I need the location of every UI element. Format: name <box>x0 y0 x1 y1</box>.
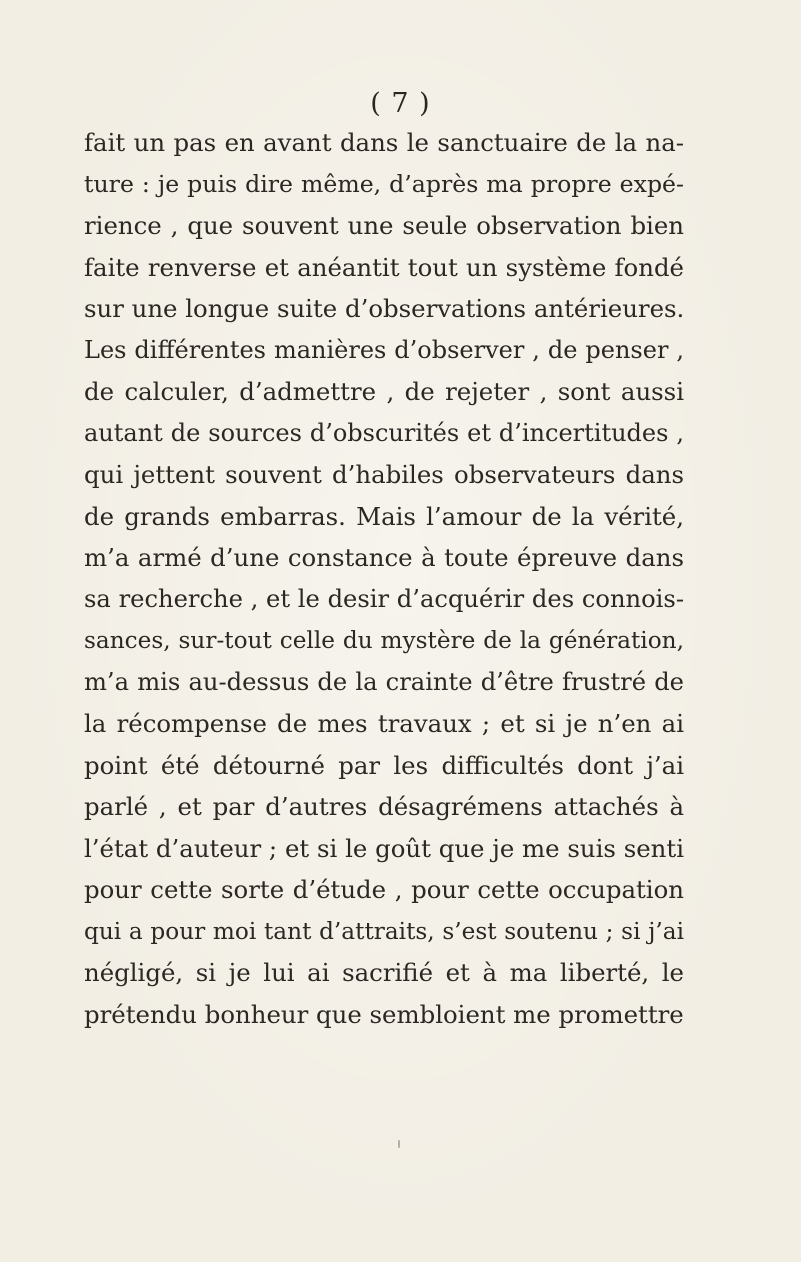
text-line-2: ture : je puis dire même, d’après ma propre expé- <box>84 169 684 198</box>
text-line-5: sur une longue suite d’observations antérieures. <box>84 294 685 323</box>
text-line-17: parlé , et par d’autres désagrémens attachés à <box>84 792 684 821</box>
page-number: ( 7 ) <box>370 88 431 119</box>
text-line-20: qui a pour moi tant d’attraits, s’est soutenu ; si j’ai <box>84 917 684 945</box>
text-line-4: faite renverse et anéantit tout un système fondé <box>84 252 684 282</box>
text-line-22: prétendu bonheur que sembloient me promettre <box>84 999 684 1029</box>
text-line-19: pour cette sorte d’étude , pour cette occupation <box>84 875 684 904</box>
text-line-1: fait un pas en avant dans le sanctuaire de la na- <box>84 128 684 157</box>
text-line-3: rience , que souvent une seule observation bien <box>84 211 684 240</box>
text-line-10: de grands embarras. Mais l’amour de la vérité, <box>84 501 684 531</box>
text-line-14: m’a mis au-dessus de la crainte d’être frustré de <box>84 667 684 696</box>
text-line-21: négligé, si je lui ai sacrifié et à ma liberté, le <box>84 958 684 987</box>
paper-speck <box>398 1140 400 1148</box>
text-line-9: qui jettent souvent d’habiles observateurs dans <box>84 460 684 489</box>
body-text <box>84 122 684 1035</box>
text-line-18: l’état d’auteur ; et si le goût que je me suis senti <box>84 833 684 863</box>
text-line-13: sances, sur-tout celle du mystère de la génération, <box>84 627 684 654</box>
text-line-8: autant de sources d’obscurités et d’incertitudes , <box>84 418 684 447</box>
text-line-11: m’a armé d’une constance à toute épreuve dans <box>84 543 684 572</box>
text-line-7: de calculer, d’admettre , de rejeter , sont aussi <box>84 377 684 406</box>
text-line-6: Les différentes manières d’observer , de penser , <box>84 335 684 364</box>
text-line-12: sa recherche , et le desir d’acquérir des connois- <box>84 584 684 613</box>
text-line-15: la récompense de mes travaux ; et si je n’en ai <box>84 709 684 738</box>
text-line-16: point été détourné par les difficultés dont j’ai <box>84 750 684 780</box>
